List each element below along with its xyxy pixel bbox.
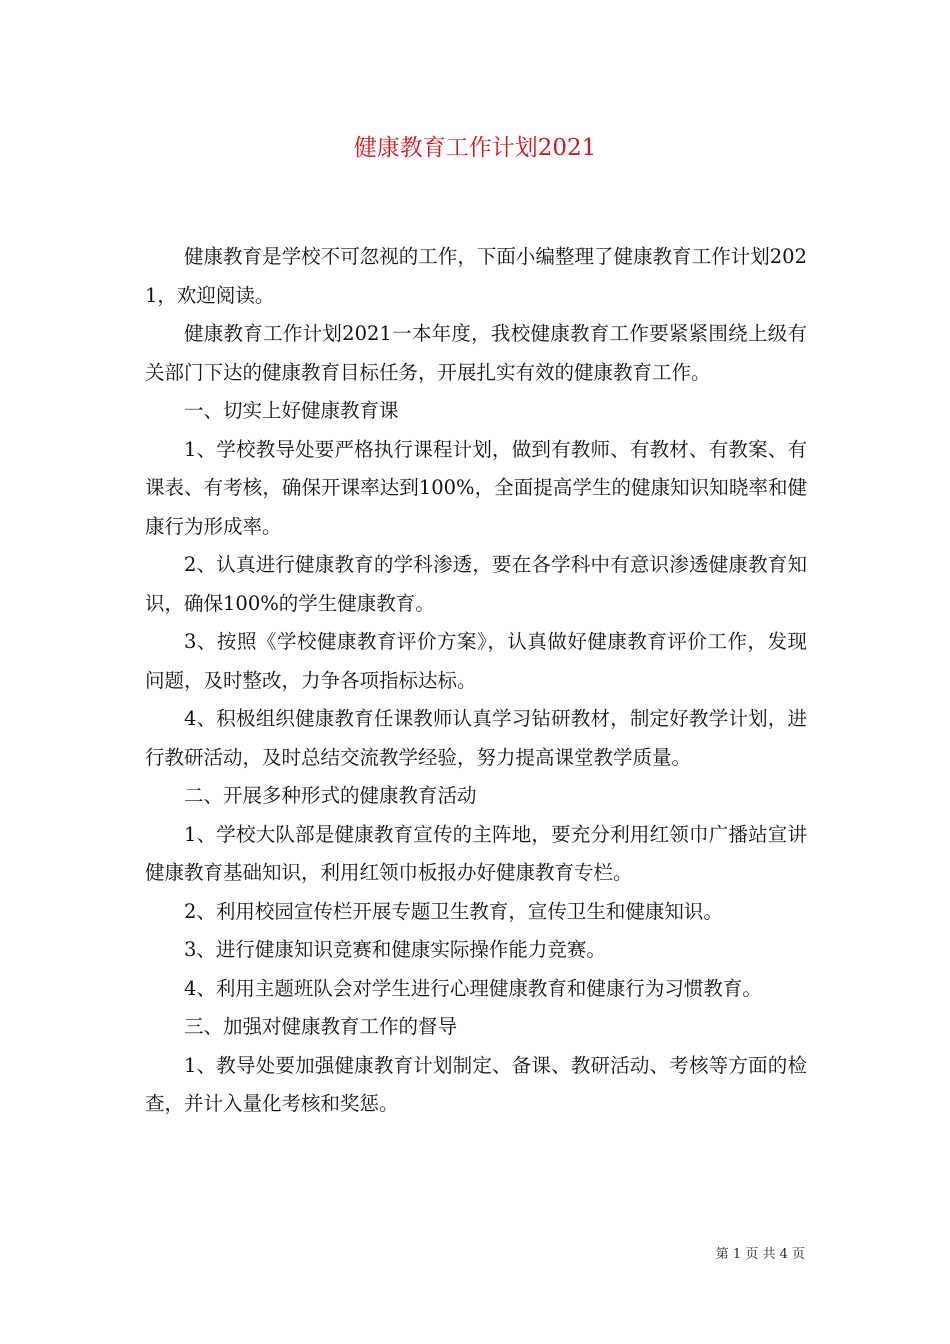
list-item: 2、利用校园宣传栏开展专题卫生教育，宣传卫生和健康知识。: [184, 899, 723, 923]
list-item: 4、利用主题班队会对学生进行心理健康教育和健康行为习惯教育。: [184, 976, 762, 1000]
section-heading-1: 一、切实上好健康教育课: [184, 399, 399, 422]
document-title: 健康教育工作计划2021: [353, 135, 597, 161]
list-item: 1、学校教导处要严格执行课程计划，做到有教师、有教材、有教案、有课表、有考核，确保开课率达到100%，全面提高学生的健康知识知晓率和健康行为形成率。: [145, 437, 807, 538]
list-item: 3、进行健康知识竞赛和健康实际操作能力竞赛。: [184, 938, 606, 961]
paragraph-overview: 健康教育工作计划2021一本年度，我校健康教育工作要紧紧围绕上级有关部门下达的健康教育目标任务，开展扎实有效的健康教育工作。: [145, 322, 807, 384]
list-item: 1、教导处要加强健康教育计划制定、备课、教研活动、考核等方面的检查，并计入量化考核和奖惩。: [145, 1053, 807, 1115]
list-item: 2、认真进行健康教育的学科渗透，要在各学科中有意识渗透健康教育知识，确保100%的学生健康教育。: [145, 553, 807, 615]
section-heading-2: 二、开展多种形式的健康教育活动: [184, 784, 477, 807]
list-item: 4、积极组织健康教育任课教师认真学习钻研教材，制定好教学计划，进行教研活动，及时总结交流教学经验，努力提高课堂教学质量。: [145, 707, 807, 769]
page-number: 第 1 页 共 4 页: [715, 1247, 805, 1262]
list-item: 3、按照《学校健康教育评价方案》，认真做好健康教育评价工作，发现问题，及时整改，力争各项指标达标。: [145, 630, 807, 692]
paragraph-intro: 健康教育是学校不可忽视的工作，下面小编整理了健康教育工作计划2021，欢迎阅读。: [145, 245, 807, 307]
document-body: [145, 238, 807, 1124]
section-heading-3: 三、加强对健康教育工作的督导: [184, 1015, 458, 1038]
list-item: 1、学校大队部是健康教育宣传的主阵地，要充分利用红领巾广播站宣讲健康教育基础知识，利用红领巾板报办好健康教育专栏。: [145, 822, 807, 884]
